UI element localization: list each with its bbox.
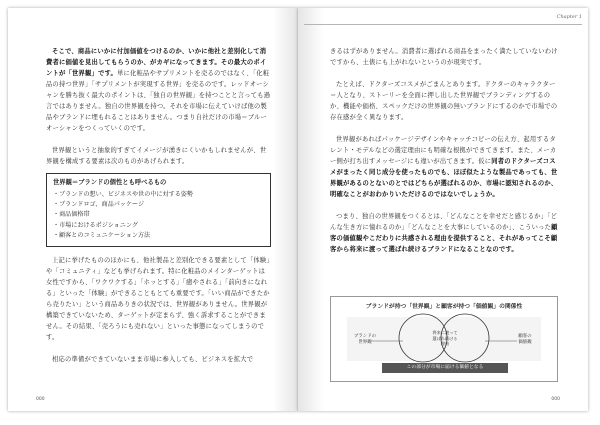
right-page-number: 000: [551, 397, 560, 402]
left-paragraph-1: [46, 46, 271, 134]
box-item: ・ブランドの想い、ビジネスや世の中に対する姿勢: [53, 191, 193, 198]
right-p3-bold: 同者のドクターズコスメがまったく同じ成分を使ったものでも、ほぼ似たような製品であっても、世界観があるのとないのとではどちらが選ばれるのか、市場に認知されるのか、明確なことがおわかりいただけるのではないでしょうか。: [330, 158, 558, 198]
left-p1-text: 単に化粧品やサプリメントを売るのではなく、「化粧品の持つ世界」「サプリメントが実現する世界」を売るのです。レッドオーシャンを勝ち抜く最大のポイントは、「独自の世界観」を持つことと言っても過言ではありません。独自の世界観を持つ。それを市場に伝えていけば他の製品やブランドに埋もれることはありません。つまり自社だけの市場＝ブルーオーシャンをつくっていくのです。: [46, 70, 271, 132]
box-item: ・ブランドロゴ、商品パッケージ: [53, 201, 145, 209]
left-paragraph-2: 世界観というと抽象的すぎてイメージが湧きにくいかもしれませんが、世界観を構成する要素は次のものがあげられます。: [46, 147, 267, 165]
running-header: [304, 14, 582, 25]
venn-figure: [330, 296, 558, 382]
left-page-number: 000: [36, 397, 45, 402]
right-paragraph-4: [330, 211, 558, 255]
box-title: 世界観＝ブランドの個性とも呼べるもの: [53, 179, 167, 186]
overlap-label: 将来に渡って 選ばれ続ける 理由: [432, 330, 458, 347]
left-paragraph-4: 相応の準備ができていないまま市場に参入しても、ビジネスを拡大で: [52, 356, 254, 364]
left-p1-bold: そこで、商品にいかに付加価値をつけるのか、いかに他社と差別化して消費者に価値を見出してもらうのか、がカギになってきます。その最大のポイントが「世界観」です。: [46, 48, 267, 77]
gutter-shadow-left: [272, 8, 298, 411]
box-item: ・市場におけるポジショニング: [53, 221, 138, 229]
left-text-column: [46, 46, 271, 365]
right-paragraph-3: [330, 134, 558, 200]
gutter-shadow-right: [298, 8, 324, 411]
right-page: [298, 8, 588, 411]
figure-caption: この部分が市場に届ける価値となる: [382, 363, 508, 373]
box-item: ・商品価格帯: [53, 211, 90, 219]
right-paragraph-1: きるはずがありません。消費者に選ばれる商品をまったく満たしていないわけですから、土俵にも上がれないというのが現実です。: [330, 48, 558, 66]
right-p3-text: 世界観があればパッケージデザインやキャッチコピーの伝え方、起用するタレント・モデルなどの選定理由にも明確な根拠ができてきます。また、メーカー側が打ち出すメッセージにも違いが出てきます。仮に: [330, 136, 557, 165]
figure-title: ブランドが持つ「世界観」と顧客が持つ「価値観」の関係性: [365, 304, 523, 310]
left-paragraph-3: 上記に挙げたもののほかにも、他社製品と差別化できる要素として「体験」や「コミュニティ」なども挙げられます。特に化粧品のメインターゲットは女性ですから、「ワクワクする」「ホッとする」「癒やされる」「前向きになれる」といった「体験」ができることもとても重要です。「いい商品ができたから売りたい」という商品ありきの状況では、世界観がありません。世界観が構築できていないため、ターゲットが定まらず、強く訴求することができません。その結果、「売ろうにも売れない」といった事態になってしまうのです。: [46, 257, 270, 342]
right-text-column: [330, 46, 558, 255]
box-item: ・顧客とのコミュニケーション方法: [53, 231, 151, 239]
right-p4-bold: 顧客の価値観やこだわりに共感される理由を提供すること、それがあってこそ顧客から将来に渡って選ばれ続けるブランドになることなのです。: [330, 224, 558, 253]
right-p4-text: つまり、独自の世界観をつくるとは、「どんなことを幸せだと感じるか」「どんな生き方に憧れるのか」「どんなことを大事にしているのか」、こういった: [330, 213, 558, 231]
brand-worldview-label: ブランドの 世界観: [354, 334, 376, 345]
book-spread: [8, 8, 588, 411]
right-paragraph-2: たとえば、ドクターズコスメがごまんとあります。ドクターのキャラクター＝人となり、ストーリーを全面に押し出した世界観でブランディングするのか、機能や価格、スペックだけの世界観の無いブランドにするのかで市場での存在感が全く異なります。: [330, 81, 558, 121]
chapter-label: Chapter 1: [556, 14, 582, 20]
left-page: [8, 8, 298, 411]
elements-box: [46, 173, 271, 247]
customer-values-label: 顧客の 価値観: [518, 334, 532, 345]
